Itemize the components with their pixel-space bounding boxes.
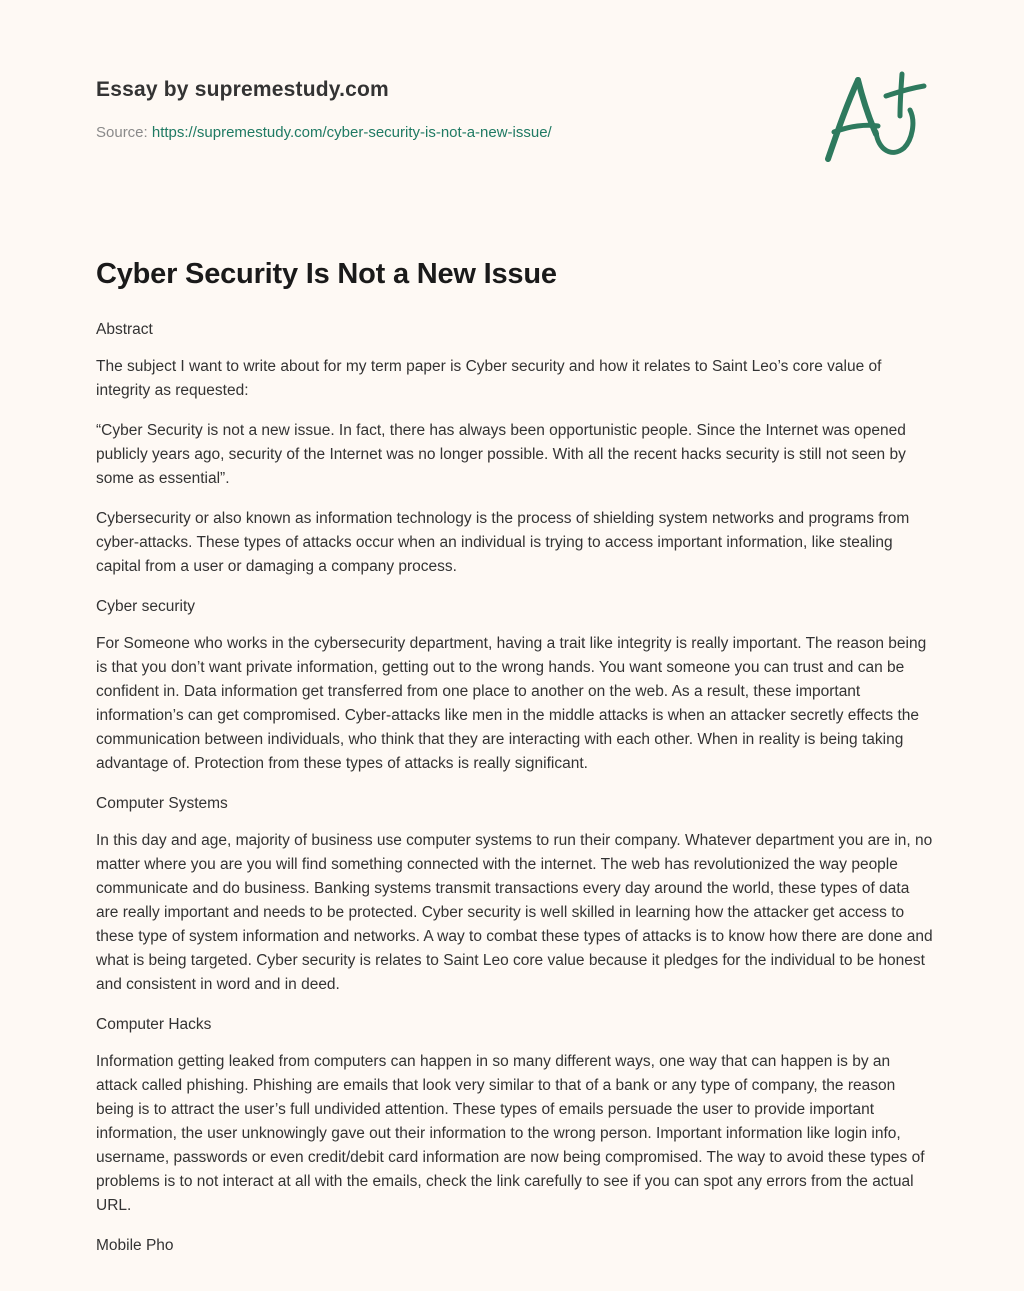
source-line bbox=[96, 123, 796, 143]
source-label: Source: bbox=[96, 124, 152, 141]
section-heading-cyber-security: Cyber security bbox=[96, 598, 196, 615]
paragraph: Cybersecurity or also known as information technology is the process of shielding system networks and programs from cyber-attacks. These types of attacks occur when an individual is trying to access important information, like stealing capital from a user or damaging a company process. bbox=[96, 510, 910, 575]
section-heading-abstract: Abstract bbox=[96, 321, 153, 338]
paragraph: Information getting leaked from computers can happen in so many different ways, one way that can happen is by an attack called phishing. Phishing are emails that look very similar to that of a bank or any type of company, the reason being is to attract the user’s full undivided attention. These types of emails persuade the user to provide important information, the user unknowingly gave out their information to the wrong person. Important information like login info, username, passwords or even credit/debit card information are now being compromised. The way to avoid these types of problems is to not interact at all with the emails, check the link carefully to see if you can spot any errors from the actual URL. bbox=[96, 1053, 925, 1214]
paragraph: For Someone who works in the cybersecurity department, having a trait like integrity is really important. The reason being is that you don’t want private information, getting out to the wrong hands. You want someone you can trust and can be confident in. Data information get transferred from one place to another on the web. As a result, these important information’s can get compromised. Cyber-attacks like men in the middle attacks is when an attacker secretly effects the communication between individuals, who think that they are interacting with each other. When in reality is being taking advantage of. Protection from these types of attacks is really significant. bbox=[96, 635, 927, 772]
paragraph: In this day and age, majority of business use computer systems to run their company. Whatever department you are in, no matter where you are you will find something connected with the internet. The web has revolutionized the way people communicate and do business. Banking systems transmit transactions every day around the world, these types of data are really important and needs to be protected. Cyber security is well skilled in learning how the attacker get access to these type of system information and networks. A way to combat these types of attacks is to know how there are done and what is being targeted. Cyber security is relates to Saint Leo core value because it pledges for the individual to be honest and consistent in word and in deed. bbox=[96, 832, 933, 993]
paragraph: “Cyber Security is not a new issue. In fact, there has always been opportunistic people. Since the Internet was opened publicly years ago, security of the Internet was no longer possible. With all the recent hacks security is still not seen by some as essential”. bbox=[96, 422, 906, 487]
section-heading-computer-hacks: Computer Hacks bbox=[96, 1016, 212, 1033]
essay-title: Cyber Security Is Not a New Issue bbox=[96, 258, 557, 290]
page-header bbox=[96, 74, 796, 143]
essay-content bbox=[96, 252, 934, 1271]
section-heading-computer-systems: Computer Systems bbox=[96, 795, 228, 812]
source-link[interactable]: https://supremestudy.com/cyber-security-is-not-a-new-issue/ bbox=[151, 124, 552, 141]
site-title: Essay by supremestudy.com bbox=[96, 78, 389, 101]
paragraph: The subject I want to write about for my term paper is Cyber security and how it relates to Saint Leo’s core value of integrity as requested: bbox=[96, 358, 882, 399]
section-heading-mobile-phones: Mobile Pho bbox=[96, 1237, 174, 1254]
a-plus-grade-icon bbox=[820, 66, 930, 166]
